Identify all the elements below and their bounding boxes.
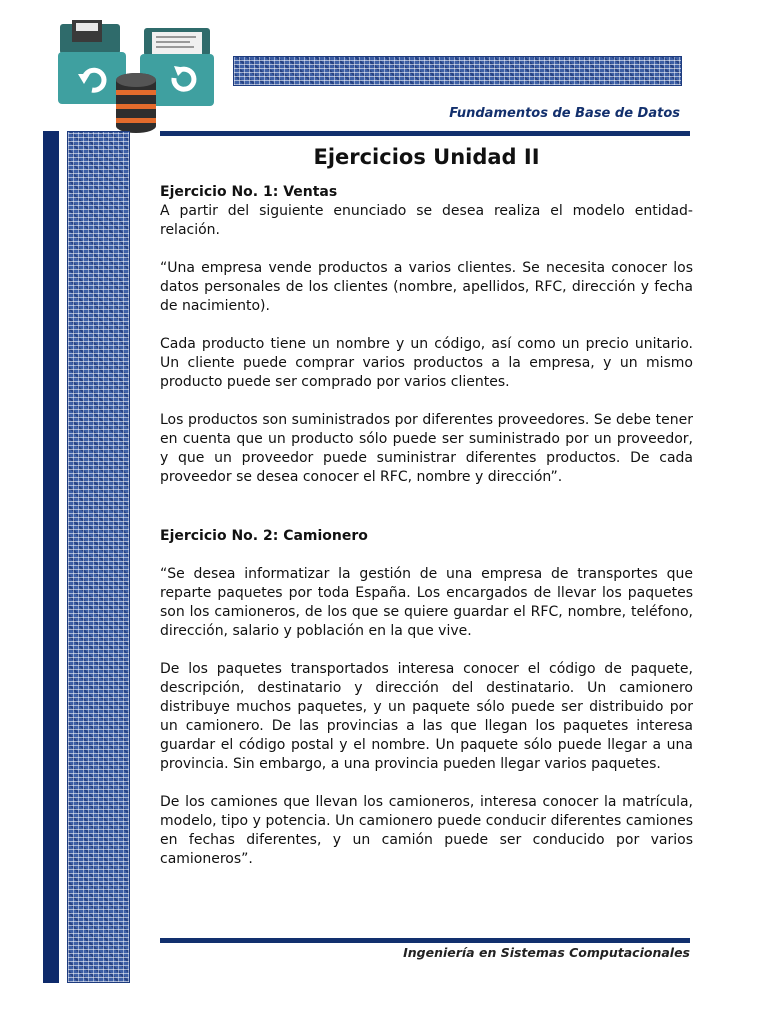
exercise-2-heading: Ejercicio No. 2: Camionero bbox=[160, 528, 368, 544]
exercise-2-paragraph: “Se desea informatizar la gestión de una empresa de transportes que reparte paquetes por toda España. Los encargados de llevar los paquetes son los camioneros, de los que se quiere guardar el RFC, nombre, teléfono, dirección, salario y población en la que vive. bbox=[160, 566, 693, 639]
exercise-1-intro: A partir del siguiente enunciado se desea realiza el modelo entidad-relación. bbox=[160, 203, 693, 238]
header-rule bbox=[160, 131, 690, 136]
exercise-1-paragraph: Cada producto tiene un nombre y un código, así como un precio unitario. Un cliente puede comprar varios productos a la empresa, y un mismo producto puede ser comprado por varios clientes. bbox=[160, 336, 693, 390]
exercise-1-paragraph: “Una empresa vende productos a varios clientes. Se necesita conocer los datos personales de los clientes (nombre, apellidos, RFC, dirección y fecha de nacimiento). bbox=[160, 260, 693, 314]
page-title: Ejercicios Unidad II bbox=[313, 145, 540, 169]
database-folders-logo-icon bbox=[56, 18, 216, 134]
section-spacer bbox=[160, 506, 693, 527]
exercise-2-paragraph: De los paquetes transportados interesa conocer el código de paquete, descripción, destinatario y dirección del destinatario. Un camionero distribuye muchos paquetes, y un paquete sólo puede ser distribuido por un camionero. De las provincias a las que llegan los paquetes interesa guardar el código postal y el nombre. Un paquete sólo puede llegar a una provincia. Sin embargo, a una provincia pueden llegar varios paquetes. bbox=[160, 661, 693, 772]
exercise-1-heading: Ejercicio No. 1: Ventas bbox=[160, 184, 338, 200]
footer-rule bbox=[160, 938, 690, 943]
left-solid-bar bbox=[43, 131, 59, 983]
document-body bbox=[160, 143, 693, 888]
course-subject: Fundamentos de Base de Datos bbox=[449, 106, 680, 121]
footer-program: Ingeniería en Sistemas Computacionales bbox=[403, 945, 690, 960]
header-pattern-band bbox=[233, 56, 682, 86]
left-pattern-bar bbox=[67, 131, 130, 983]
exercise-2-paragraph: De los camiones que llevan los camioneros, interesa conocer la matrícula, modelo, tipo y potencia. Un camionero puede conducir diferentes camiones en fechas diferentes, y un camión puede ser conducido por varios camioneros”. bbox=[160, 794, 693, 867]
exercise-1-paragraph: Los productos son suministrados por diferentes proveedores. Se debe tener en cuenta que un producto sólo puede ser suministrado por un proveedor, y que un proveedor puede suministrar diferentes productos. De cada proveedor se desea conocer el RFC, nombre y dirección”. bbox=[160, 412, 693, 485]
